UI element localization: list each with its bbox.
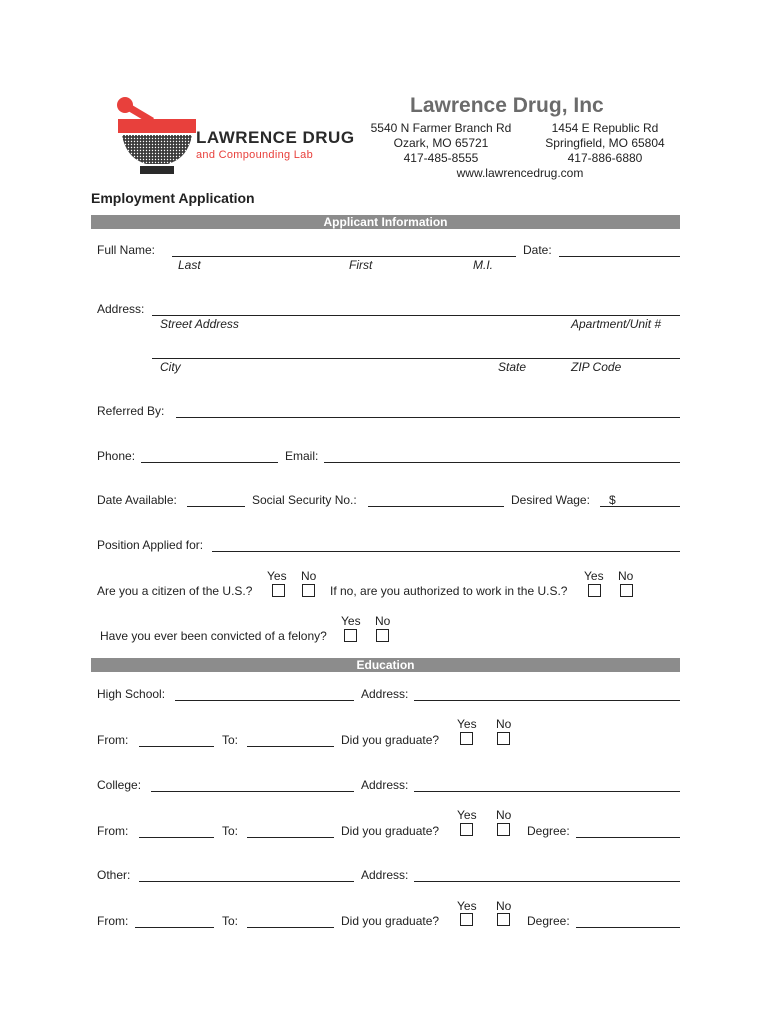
other-to-label: To: (222, 914, 239, 928)
felony-question: Have you ever been convicted of a felony? (100, 629, 327, 643)
other-graduate-yes-checkbox[interactable] (460, 913, 473, 926)
high-school-field[interactable] (175, 700, 354, 701)
street-address-field[interactable] (152, 315, 680, 316)
date-label: Date: (523, 243, 552, 257)
company-name: Lawrence Drug, Inc (410, 94, 604, 117)
authorized-yes-checkbox[interactable] (588, 584, 601, 597)
college-yes-header: Yes (457, 808, 477, 822)
other-from-label: From: (97, 914, 129, 928)
section-education: Education (91, 658, 680, 672)
hs-to-label: To: (222, 733, 239, 747)
other-address-field[interactable] (414, 881, 680, 882)
dollar-sign: $ (609, 493, 616, 507)
state-caption: State (498, 360, 527, 374)
authorized-question: If no, are you authorized to work in the U.S.? (330, 584, 568, 598)
apartment-caption: Apartment/Unit # (571, 317, 662, 331)
college-to-label: To: (222, 824, 239, 838)
other-graduate-no-checkbox[interactable] (497, 913, 510, 926)
hs-from-field[interactable] (139, 746, 214, 747)
address-label: Address: (97, 302, 145, 316)
section-applicant-information: Applicant Information (91, 215, 680, 229)
other-graduate-label: Did you graduate? (341, 914, 440, 928)
desired-wage-field[interactable] (600, 506, 680, 507)
other-address-label: Address: (361, 868, 409, 882)
email-field[interactable] (324, 462, 680, 463)
citizen-yes-checkbox[interactable] (272, 584, 285, 597)
logo-text: LAWRENCE DRUG (196, 128, 355, 147)
college-degree-label: Degree: (527, 824, 570, 838)
felony-no-header: No (375, 614, 391, 628)
college-no-header: No (496, 808, 512, 822)
location-2-street: 1454 E Republic Rd (551, 121, 659, 135)
hs-graduate-yes-checkbox[interactable] (460, 732, 473, 745)
zip-caption: ZIP Code (571, 360, 622, 374)
authorized-yes-header: Yes (584, 569, 604, 583)
other-from-field[interactable] (135, 927, 214, 928)
ssn-label: Social Security No.: (252, 493, 357, 507)
felony-yes-header: Yes (341, 614, 361, 628)
desired-wage-label: Desired Wage: (511, 493, 590, 507)
position-field[interactable] (212, 551, 680, 552)
mortar-pestle-logo (112, 92, 202, 182)
location-2-phone: 417-886-6880 (567, 151, 643, 165)
felony-yes-checkbox[interactable] (344, 629, 357, 642)
location-2 (527, 121, 683, 166)
email-label: Email: (285, 449, 319, 463)
city-state-zip-field[interactable] (152, 358, 680, 359)
felony-no-checkbox[interactable] (376, 629, 389, 642)
authorized-no-header: No (618, 569, 634, 583)
full-name-field[interactable] (172, 256, 516, 257)
citizen-yes-header: Yes (267, 569, 287, 583)
college-graduate-label: Did you graduate? (341, 824, 440, 838)
full-name-label: Full Name: (97, 243, 156, 257)
location-1-phone: 417-485-8555 (403, 151, 479, 165)
college-graduate-yes-checkbox[interactable] (460, 823, 473, 836)
college-to-field[interactable] (247, 837, 334, 838)
last-caption: Last (178, 258, 201, 272)
date-available-field[interactable] (187, 506, 245, 507)
college-label: College: (97, 778, 142, 792)
first-caption: First (349, 258, 373, 272)
street-address-caption: Street Address (160, 317, 239, 331)
form-title: Employment Application (91, 190, 255, 206)
college-degree-field[interactable] (576, 837, 680, 838)
citizen-no-checkbox[interactable] (302, 584, 315, 597)
date-field[interactable] (559, 256, 680, 257)
hs-from-label: From: (97, 733, 129, 747)
hs-to-field[interactable] (247, 746, 334, 747)
college-from-field[interactable] (139, 837, 214, 838)
location-1 (356, 121, 526, 166)
college-address-field[interactable] (414, 791, 680, 792)
hs-graduate-no-checkbox[interactable] (497, 732, 510, 745)
referred-by-label: Referred By: (97, 404, 165, 418)
hs-yes-header: Yes (457, 717, 477, 731)
other-degree-field[interactable] (576, 927, 680, 928)
other-school-field[interactable] (139, 881, 354, 882)
college-address-label: Address: (361, 778, 409, 792)
college-from-label: From: (97, 824, 129, 838)
high-school-label: High School: (97, 687, 166, 701)
location-2-city: Springfield, MO 65804 (545, 136, 665, 150)
high-school-address-field[interactable] (414, 700, 680, 701)
authorized-no-checkbox[interactable] (620, 584, 633, 597)
high-school-address-label: Address: (361, 687, 409, 701)
college-graduate-no-checkbox[interactable] (497, 823, 510, 836)
college-field[interactable] (151, 791, 354, 792)
date-available-label: Date Available: (97, 493, 177, 507)
other-label: Other: (97, 868, 131, 882)
other-degree-label: Degree: (527, 914, 570, 928)
company-website: www.lawrencedrug.com (456, 166, 584, 180)
hs-no-header: No (496, 717, 512, 731)
city-caption: City (160, 360, 181, 374)
ssn-field[interactable] (368, 506, 504, 507)
other-no-header: No (496, 899, 512, 913)
hs-graduate-label: Did you graduate? (341, 733, 440, 747)
citizen-no-header: No (301, 569, 317, 583)
location-1-street: 5540 N Farmer Branch Rd (370, 121, 512, 135)
other-yes-header: Yes (457, 899, 477, 913)
mi-caption: M.I. (473, 258, 493, 272)
other-to-field[interactable] (247, 927, 334, 928)
referred-by-field[interactable] (176, 417, 680, 418)
position-label: Position Applied for: (97, 538, 204, 552)
phone-label: Phone: (97, 449, 136, 463)
citizen-question: Are you a citizen of the U.S.? (97, 584, 253, 598)
location-1-city: Ozark, MO 65721 (393, 136, 489, 150)
logo-subtext: and Compounding Lab (196, 149, 314, 161)
phone-field[interactable] (141, 462, 278, 463)
